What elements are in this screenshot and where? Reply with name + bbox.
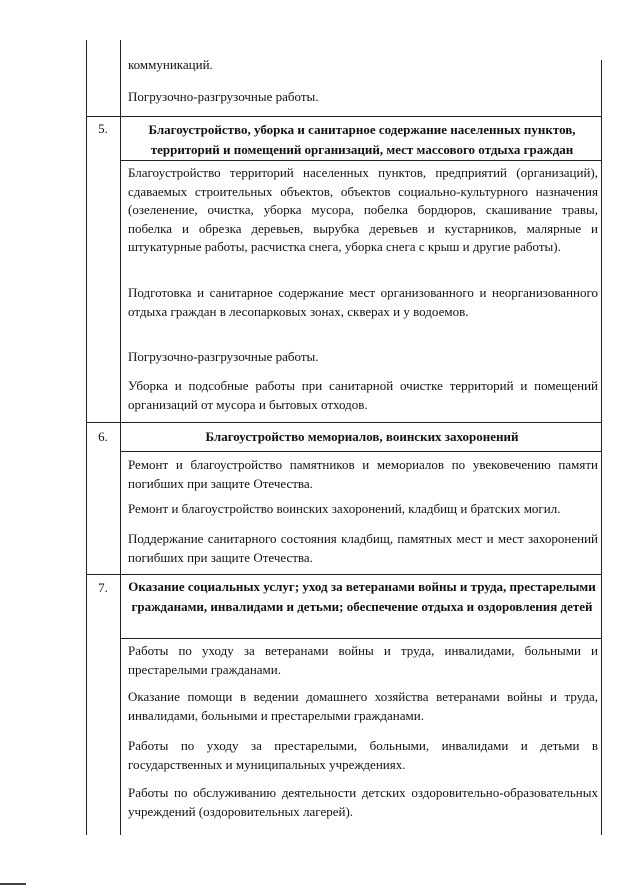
table-right-border [601,60,602,835]
section-number: 6. [98,429,108,444]
paragraph: Подготовка и санитарное содержание мест организованного и неорганизованного отдыха граждан в лесопарковых зонах, скверах и у водоемов. [128,285,598,319]
row-divider [86,422,602,423]
heading-divider [120,451,602,452]
paragraph: Поддержание санитарного состояния кладбищ, памятных мест и мест захоронений погибших при защите Отечества. [128,531,598,565]
paragraph: Работы по обслуживанию деятельности детских оздоровительно-образовательных учреждений (оздоровительных лагерей). [128,785,598,819]
heading-divider [120,638,602,639]
section-number: 5. [98,121,108,136]
heading-divider [120,160,602,161]
paragraph: Ремонт и благоустройство памятников и мемориалов по увековечению памяти погибших при защите Отечества. [128,457,598,491]
paragraph: коммуникаций. [128,57,213,72]
footer-mark [0,883,26,885]
section-heading: Благоустройство, уборка и санитарное содержание населенных пунктов, территорий и помещений организаций, мест массового отдыха граждан [148,122,576,157]
paragraph: Работы по уходу за ветеранами войны и труда, инвалидами, больными и престарелыми гражданами. [128,643,598,677]
row-divider [86,116,602,117]
paragraph: Погрузочно-разгрузочные работы. [128,89,319,104]
section-heading: Оказание социальных услуг; уход за ветеранами войны и труда, престарелыми гражданами, инвалидами и детьми; обеспечение отдыха и оздоровления детей [128,579,596,614]
paragraph: Уборка и подсобные работы при санитарной очистке территорий и помещений организаций от мусора и бытовых отходов. [128,378,598,412]
paragraph: Работы по уходу за престарелыми, больными, инвалидами и детьми в государственных и муниципальных учреждениях. [128,738,598,772]
paragraph: Ремонт и благоустройство воинских захоронений, кладбищ и братских могил. [128,501,561,516]
paragraph: Оказание помощи в ведении домашнего хозяйства ветеранами войны и труда, инвалидами, больными и престарелыми гражданами. [128,689,598,723]
section-heading: Благоустройство мемориалов, воинских захоронений [205,429,519,444]
row-divider [86,574,602,575]
paragraph: Благоустройство территорий населенных пунктов, предприятий (организаций), сдаваемых строительных объектов, объектов социально-культурного назначения (озеленение, очистка, уборка мусора, побелка бордюров, скашивание травы, побелка и обрезка деревьев, вырубка деревьев и кустарников, малярные и штукатурные работы, расчистка снега, уборка снега с крыш и другие работы). [128,165,598,254]
section-number: 7. [98,580,108,595]
paragraph: Погрузочно-разгрузочные работы. [128,349,319,364]
